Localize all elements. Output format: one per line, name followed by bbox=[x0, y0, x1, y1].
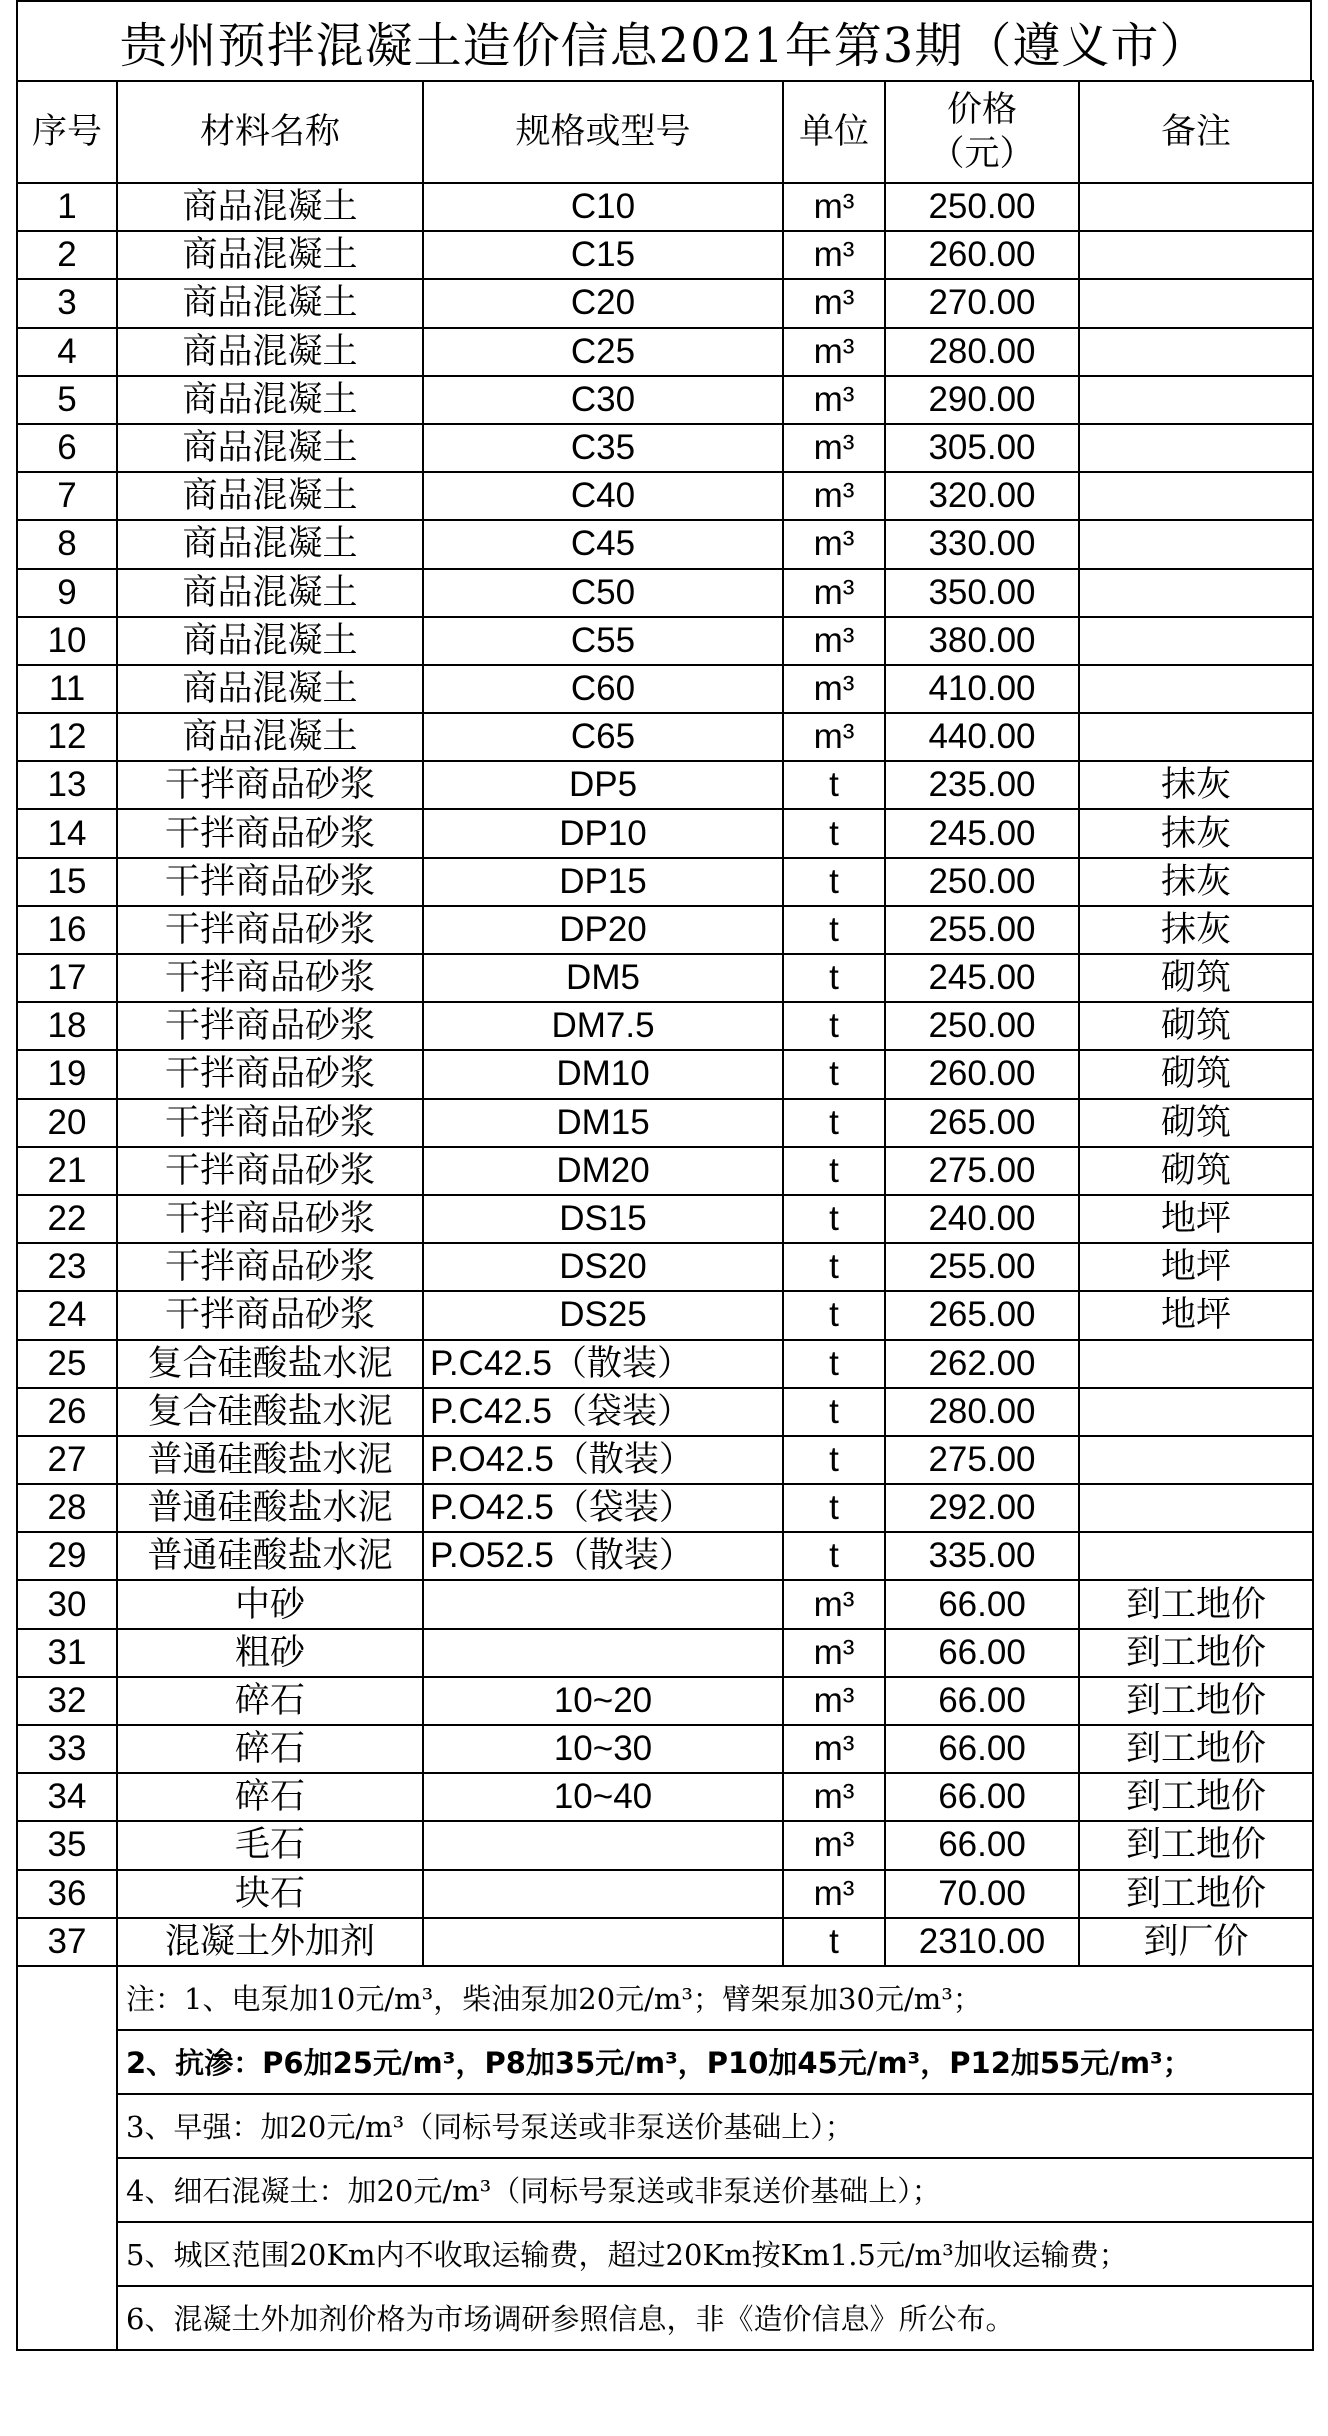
cell-unit: t bbox=[783, 1099, 885, 1147]
cell-price: 280.00 bbox=[885, 1388, 1079, 1436]
cell-no: 19 bbox=[17, 1050, 117, 1098]
cell-name: 普通硅酸盐水泥 bbox=[117, 1436, 423, 1484]
cell-unit: m³ bbox=[783, 1870, 885, 1918]
cell-note bbox=[1079, 424, 1313, 472]
cell-spec: C50 bbox=[423, 569, 783, 617]
cell-name: 碎石 bbox=[117, 1773, 423, 1821]
header-name: 材料名称 bbox=[117, 81, 423, 183]
cell-unit: m³ bbox=[783, 569, 885, 617]
cell-price: 262.00 bbox=[885, 1340, 1079, 1388]
cell-price: 245.00 bbox=[885, 954, 1079, 1002]
header-note: 备注 bbox=[1079, 81, 1313, 183]
cell-note: 砌筑 bbox=[1079, 954, 1313, 1002]
cell-name: 商品混凝土 bbox=[117, 279, 423, 327]
cell-unit: t bbox=[783, 1243, 885, 1291]
cell-no: 13 bbox=[17, 761, 117, 809]
cell-unit: t bbox=[783, 1918, 885, 1966]
cell-name: 商品混凝土 bbox=[117, 520, 423, 568]
table-row bbox=[17, 1580, 1313, 1628]
cell-price: 66.00 bbox=[885, 1821, 1079, 1869]
table-body bbox=[17, 183, 1313, 1966]
cell-no: 6 bbox=[17, 424, 117, 472]
cell-note: 到厂价 bbox=[1079, 1918, 1313, 1966]
cell-spec bbox=[423, 1821, 783, 1869]
cell-no: 1 bbox=[17, 183, 117, 231]
cell-no: 11 bbox=[17, 665, 117, 713]
table-row bbox=[17, 1484, 1313, 1532]
cell-name: 干拌商品砂浆 bbox=[117, 906, 423, 954]
cell-no: 16 bbox=[17, 906, 117, 954]
cell-name: 商品混凝土 bbox=[117, 376, 423, 424]
cell-name: 商品混凝土 bbox=[117, 472, 423, 520]
cell-unit: t bbox=[783, 1436, 885, 1484]
cell-spec: P.O52.5（散装） bbox=[423, 1532, 783, 1580]
cell-unit: m³ bbox=[783, 231, 885, 279]
cell-unit: m³ bbox=[783, 279, 885, 327]
cell-no: 37 bbox=[17, 1918, 117, 1966]
cell-note bbox=[1079, 1388, 1313, 1436]
table-row bbox=[17, 279, 1313, 327]
cell-name: 干拌商品砂浆 bbox=[117, 761, 423, 809]
cell-price: 305.00 bbox=[885, 424, 1079, 472]
cell-note bbox=[1079, 713, 1313, 761]
cell-price: 245.00 bbox=[885, 809, 1079, 857]
note-row bbox=[17, 2030, 1313, 2094]
cell-spec: DS20 bbox=[423, 1243, 783, 1291]
cell-no: 23 bbox=[17, 1243, 117, 1291]
cell-no: 27 bbox=[17, 1436, 117, 1484]
cell-no: 8 bbox=[17, 520, 117, 568]
cell-unit: m³ bbox=[783, 472, 885, 520]
table-row bbox=[17, 1388, 1313, 1436]
cell-no: 10 bbox=[17, 617, 117, 665]
cell-price: 255.00 bbox=[885, 906, 1079, 954]
table-row bbox=[17, 1099, 1313, 1147]
cell-no: 26 bbox=[17, 1388, 117, 1436]
cell-spec bbox=[423, 1629, 783, 1677]
cell-name: 商品混凝土 bbox=[117, 424, 423, 472]
cell-unit: m³ bbox=[783, 1629, 885, 1677]
table-row bbox=[17, 1050, 1313, 1098]
cell-note bbox=[1079, 617, 1313, 665]
table-row bbox=[17, 1243, 1313, 1291]
header-no: 序号 bbox=[17, 81, 117, 183]
note-row bbox=[17, 2158, 1313, 2222]
cell-price: 250.00 bbox=[885, 1002, 1079, 1050]
table-row bbox=[17, 713, 1313, 761]
cell-unit: m³ bbox=[783, 665, 885, 713]
cell-name: 商品混凝土 bbox=[117, 665, 423, 713]
cell-unit: t bbox=[783, 1050, 885, 1098]
note-text: 5、城区范围20Km内不收取运输费，超过20Km按Km1.5元/m³加收运输费； bbox=[117, 2222, 1313, 2286]
cell-name: 粗砂 bbox=[117, 1629, 423, 1677]
cell-no: 14 bbox=[17, 809, 117, 857]
cell-unit: m³ bbox=[783, 1773, 885, 1821]
cell-price: 350.00 bbox=[885, 569, 1079, 617]
note-row bbox=[17, 2094, 1313, 2158]
cell-spec: P.O42.5（散装） bbox=[423, 1436, 783, 1484]
cell-spec bbox=[423, 1580, 783, 1628]
cell-spec: DP10 bbox=[423, 809, 783, 857]
cell-spec: 10~30 bbox=[423, 1725, 783, 1773]
table-row bbox=[17, 665, 1313, 713]
cell-no: 21 bbox=[17, 1147, 117, 1195]
cell-no: 17 bbox=[17, 954, 117, 1002]
cell-spec: 10~20 bbox=[423, 1677, 783, 1725]
cell-note: 地坪 bbox=[1079, 1291, 1313, 1339]
cell-note: 抹灰 bbox=[1079, 906, 1313, 954]
cell-unit: m³ bbox=[783, 328, 885, 376]
cell-name: 干拌商品砂浆 bbox=[117, 809, 423, 857]
cell-unit: m³ bbox=[783, 183, 885, 231]
table-row bbox=[17, 1677, 1313, 1725]
cell-no: 24 bbox=[17, 1291, 117, 1339]
table-row bbox=[17, 1291, 1313, 1339]
table-row bbox=[17, 472, 1313, 520]
table-row bbox=[17, 520, 1313, 568]
cell-note bbox=[1079, 1532, 1313, 1580]
cell-spec: DS25 bbox=[423, 1291, 783, 1339]
cell-name: 碎石 bbox=[117, 1677, 423, 1725]
cell-unit: t bbox=[783, 1002, 885, 1050]
table-row bbox=[17, 1340, 1313, 1388]
cell-name: 干拌商品砂浆 bbox=[117, 954, 423, 1002]
cell-spec: DM7.5 bbox=[423, 1002, 783, 1050]
cell-spec: P.O42.5（袋装） bbox=[423, 1484, 783, 1532]
cell-unit: t bbox=[783, 1291, 885, 1339]
cell-note: 地坪 bbox=[1079, 1243, 1313, 1291]
cell-spec: DM15 bbox=[423, 1099, 783, 1147]
cell-note: 到工地价 bbox=[1079, 1821, 1313, 1869]
table-row bbox=[17, 858, 1313, 906]
cell-price: 66.00 bbox=[885, 1629, 1079, 1677]
cell-name: 干拌商品砂浆 bbox=[117, 1243, 423, 1291]
table-row bbox=[17, 1532, 1313, 1580]
cell-note bbox=[1079, 1484, 1313, 1532]
header-spec: 规格或型号 bbox=[423, 81, 783, 183]
cell-spec: DM10 bbox=[423, 1050, 783, 1098]
cell-unit: m³ bbox=[783, 1677, 885, 1725]
cell-spec: C40 bbox=[423, 472, 783, 520]
cell-no: 22 bbox=[17, 1195, 117, 1243]
cell-unit: t bbox=[783, 761, 885, 809]
cell-name: 混凝土外加剂 bbox=[117, 1918, 423, 1966]
cell-spec: C15 bbox=[423, 231, 783, 279]
cell-spec: DM20 bbox=[423, 1147, 783, 1195]
cell-unit: t bbox=[783, 906, 885, 954]
table-row bbox=[17, 617, 1313, 665]
cell-note bbox=[1079, 665, 1313, 713]
table-row bbox=[17, 1773, 1313, 1821]
cell-price: 66.00 bbox=[885, 1773, 1079, 1821]
cell-unit: t bbox=[783, 1388, 885, 1436]
cell-unit: m³ bbox=[783, 713, 885, 761]
table-row bbox=[17, 906, 1313, 954]
cell-spec: C55 bbox=[423, 617, 783, 665]
cell-note: 砌筑 bbox=[1079, 1099, 1313, 1147]
notes-section bbox=[17, 1966, 1313, 2350]
cell-spec bbox=[423, 1870, 783, 1918]
cell-note: 到工地价 bbox=[1079, 1870, 1313, 1918]
cell-note bbox=[1079, 183, 1313, 231]
price-table bbox=[16, 80, 1314, 2351]
cell-unit: t bbox=[783, 1484, 885, 1532]
cell-no: 15 bbox=[17, 858, 117, 906]
cell-price: 410.00 bbox=[885, 665, 1079, 713]
cell-name: 中砂 bbox=[117, 1580, 423, 1628]
cell-spec: DS15 bbox=[423, 1195, 783, 1243]
table-row bbox=[17, 328, 1313, 376]
cell-name: 干拌商品砂浆 bbox=[117, 1147, 423, 1195]
cell-name: 干拌商品砂浆 bbox=[117, 1050, 423, 1098]
cell-spec: DP5 bbox=[423, 761, 783, 809]
cell-unit: m³ bbox=[783, 1821, 885, 1869]
cell-price: 240.00 bbox=[885, 1195, 1079, 1243]
cell-unit: t bbox=[783, 1340, 885, 1388]
note-row bbox=[17, 2286, 1313, 2350]
cell-name: 块石 bbox=[117, 1870, 423, 1918]
cell-unit: t bbox=[783, 858, 885, 906]
cell-note: 砌筑 bbox=[1079, 1147, 1313, 1195]
cell-no: 36 bbox=[17, 1870, 117, 1918]
cell-note: 地坪 bbox=[1079, 1195, 1313, 1243]
table-row bbox=[17, 569, 1313, 617]
cell-unit: t bbox=[783, 954, 885, 1002]
cell-note: 到工地价 bbox=[1079, 1725, 1313, 1773]
note-text: 6、混凝土外加剂价格为市场调研参照信息，非《造价信息》所公布。 bbox=[117, 2286, 1313, 2350]
cell-unit: t bbox=[783, 1147, 885, 1195]
cell-note bbox=[1079, 376, 1313, 424]
cell-price: 292.00 bbox=[885, 1484, 1079, 1532]
cell-price: 70.00 bbox=[885, 1870, 1079, 1918]
table-row bbox=[17, 1002, 1313, 1050]
cell-name: 复合硅酸盐水泥 bbox=[117, 1388, 423, 1436]
cell-note bbox=[1079, 328, 1313, 376]
cell-no: 25 bbox=[17, 1340, 117, 1388]
cell-unit: m³ bbox=[783, 376, 885, 424]
note-text: 注：1、电泵加10元/m³，柴油泵加20元/m³；臂架泵加30元/m³； bbox=[117, 1966, 1313, 2030]
table-row bbox=[17, 1725, 1313, 1773]
cell-note bbox=[1079, 279, 1313, 327]
cell-name: 毛石 bbox=[117, 1821, 423, 1869]
cell-price: 290.00 bbox=[885, 376, 1079, 424]
cell-note: 到工地价 bbox=[1079, 1773, 1313, 1821]
table-row bbox=[17, 424, 1313, 472]
header-price-line1: 价格 bbox=[946, 90, 1017, 130]
cell-name: 干拌商品砂浆 bbox=[117, 858, 423, 906]
cell-unit: m³ bbox=[783, 520, 885, 568]
cell-spec: C60 bbox=[423, 665, 783, 713]
table-row bbox=[17, 1147, 1313, 1195]
cell-spec: 10~40 bbox=[423, 1773, 783, 1821]
cell-unit: m³ bbox=[783, 1725, 885, 1773]
cell-spec: C35 bbox=[423, 424, 783, 472]
note-text: 3、早强：加20元/m³（同标号泵送或非泵送价基础上）； bbox=[117, 2094, 1313, 2158]
cell-price: 335.00 bbox=[885, 1532, 1079, 1580]
cell-no: 12 bbox=[17, 713, 117, 761]
cell-price: 320.00 bbox=[885, 472, 1079, 520]
cell-price: 235.00 bbox=[885, 761, 1079, 809]
notes-blank-cell bbox=[17, 1966, 117, 2350]
cell-price: 380.00 bbox=[885, 617, 1079, 665]
cell-name: 商品混凝土 bbox=[117, 183, 423, 231]
table-row bbox=[17, 1195, 1313, 1243]
cell-unit: t bbox=[783, 809, 885, 857]
cell-name: 商品混凝土 bbox=[117, 328, 423, 376]
cell-note bbox=[1079, 1436, 1313, 1484]
note-row bbox=[17, 1966, 1313, 2030]
cell-name: 碎石 bbox=[117, 1725, 423, 1773]
table-row bbox=[17, 376, 1313, 424]
cell-price: 66.00 bbox=[885, 1725, 1079, 1773]
cell-price: 250.00 bbox=[885, 183, 1079, 231]
note-row bbox=[17, 2222, 1313, 2286]
cell-name: 商品混凝土 bbox=[117, 617, 423, 665]
cell-no: 31 bbox=[17, 1629, 117, 1677]
cell-no: 32 bbox=[17, 1677, 117, 1725]
table-row bbox=[17, 809, 1313, 857]
cell-price: 330.00 bbox=[885, 520, 1079, 568]
cell-no: 33 bbox=[17, 1725, 117, 1773]
cell-price: 260.00 bbox=[885, 231, 1079, 279]
cell-no: 7 bbox=[17, 472, 117, 520]
cell-note: 砌筑 bbox=[1079, 1050, 1313, 1098]
cell-spec: DM5 bbox=[423, 954, 783, 1002]
cell-spec: P.C42.5（散装） bbox=[423, 1340, 783, 1388]
cell-price: 265.00 bbox=[885, 1099, 1079, 1147]
cell-spec: C30 bbox=[423, 376, 783, 424]
cell-spec: P.C42.5（袋装） bbox=[423, 1388, 783, 1436]
cell-price: 270.00 bbox=[885, 279, 1079, 327]
cell-spec: DP15 bbox=[423, 858, 783, 906]
table-row bbox=[17, 183, 1313, 231]
cell-note: 抹灰 bbox=[1079, 761, 1313, 809]
cell-note: 抹灰 bbox=[1079, 809, 1313, 857]
cell-name: 干拌商品砂浆 bbox=[117, 1099, 423, 1147]
cell-price: 265.00 bbox=[885, 1291, 1079, 1339]
cell-spec: C65 bbox=[423, 713, 783, 761]
cell-note bbox=[1079, 569, 1313, 617]
cell-name: 干拌商品砂浆 bbox=[117, 1291, 423, 1339]
note-text: 4、细石混凝土：加20元/m³（同标号泵送或非泵送价基础上）； bbox=[117, 2158, 1313, 2222]
cell-no: 5 bbox=[17, 376, 117, 424]
cell-no: 35 bbox=[17, 1821, 117, 1869]
cell-name: 复合硅酸盐水泥 bbox=[117, 1340, 423, 1388]
table-row bbox=[17, 231, 1313, 279]
cell-price: 260.00 bbox=[885, 1050, 1079, 1098]
cell-unit: m³ bbox=[783, 1580, 885, 1628]
cell-note: 到工地价 bbox=[1079, 1629, 1313, 1677]
cell-note: 到工地价 bbox=[1079, 1580, 1313, 1628]
note-text: 2、抗渗：P6加25元/m³，P8加35元/m³，P10加45元/m³，P12加55元/m³； bbox=[117, 2030, 1313, 2094]
cell-no: 2 bbox=[17, 231, 117, 279]
cell-name: 干拌商品砂浆 bbox=[117, 1195, 423, 1243]
cell-spec: C45 bbox=[423, 520, 783, 568]
cell-unit: m³ bbox=[783, 617, 885, 665]
cell-note: 到工地价 bbox=[1079, 1677, 1313, 1725]
cell-name: 普通硅酸盐水泥 bbox=[117, 1484, 423, 1532]
cell-note: 砌筑 bbox=[1079, 1002, 1313, 1050]
cell-note bbox=[1079, 1340, 1313, 1388]
cell-no: 29 bbox=[17, 1532, 117, 1580]
cell-spec: C10 bbox=[423, 183, 783, 231]
cell-unit: t bbox=[783, 1195, 885, 1243]
header-price-line2: （元） bbox=[929, 134, 1035, 174]
cell-name: 商品混凝土 bbox=[117, 231, 423, 279]
cell-price: 2310.00 bbox=[885, 1918, 1079, 1966]
cell-no: 28 bbox=[17, 1484, 117, 1532]
cell-name: 商品混凝土 bbox=[117, 713, 423, 761]
cell-no: 9 bbox=[17, 569, 117, 617]
table-row bbox=[17, 761, 1313, 809]
header-price bbox=[885, 81, 1079, 183]
cell-name: 普通硅酸盐水泥 bbox=[117, 1532, 423, 1580]
cell-note bbox=[1079, 472, 1313, 520]
cell-no: 18 bbox=[17, 1002, 117, 1050]
cell-no: 34 bbox=[17, 1773, 117, 1821]
cell-price: 255.00 bbox=[885, 1243, 1079, 1291]
cell-unit: t bbox=[783, 1532, 885, 1580]
table-row bbox=[17, 1436, 1313, 1484]
cell-no: 3 bbox=[17, 279, 117, 327]
cell-spec: DP20 bbox=[423, 906, 783, 954]
header-unit: 单位 bbox=[783, 81, 885, 183]
cell-note bbox=[1079, 520, 1313, 568]
cell-no: 20 bbox=[17, 1099, 117, 1147]
table-row bbox=[17, 1918, 1313, 1966]
table-row bbox=[17, 1629, 1313, 1677]
cell-spec bbox=[423, 1918, 783, 1966]
cell-no: 30 bbox=[17, 1580, 117, 1628]
cell-price: 440.00 bbox=[885, 713, 1079, 761]
cell-unit: m³ bbox=[783, 424, 885, 472]
cell-note bbox=[1079, 231, 1313, 279]
cell-note: 抹灰 bbox=[1079, 858, 1313, 906]
cell-name: 商品混凝土 bbox=[117, 569, 423, 617]
cell-price: 250.00 bbox=[885, 858, 1079, 906]
cell-price: 275.00 bbox=[885, 1147, 1079, 1195]
cell-spec: C25 bbox=[423, 328, 783, 376]
cell-price: 66.00 bbox=[885, 1677, 1079, 1725]
cell-spec: C20 bbox=[423, 279, 783, 327]
cell-price: 280.00 bbox=[885, 328, 1079, 376]
cell-name: 干拌商品砂浆 bbox=[117, 1002, 423, 1050]
page-title: 贵州预拌混凝土造价信息2021年第3期（遵义市） bbox=[16, 0, 1312, 80]
table-row bbox=[17, 954, 1313, 1002]
cell-no: 4 bbox=[17, 328, 117, 376]
table-row bbox=[17, 1870, 1313, 1918]
table-row bbox=[17, 1821, 1313, 1869]
table-header-row bbox=[17, 81, 1313, 183]
cell-price: 66.00 bbox=[885, 1580, 1079, 1628]
cell-price: 275.00 bbox=[885, 1436, 1079, 1484]
